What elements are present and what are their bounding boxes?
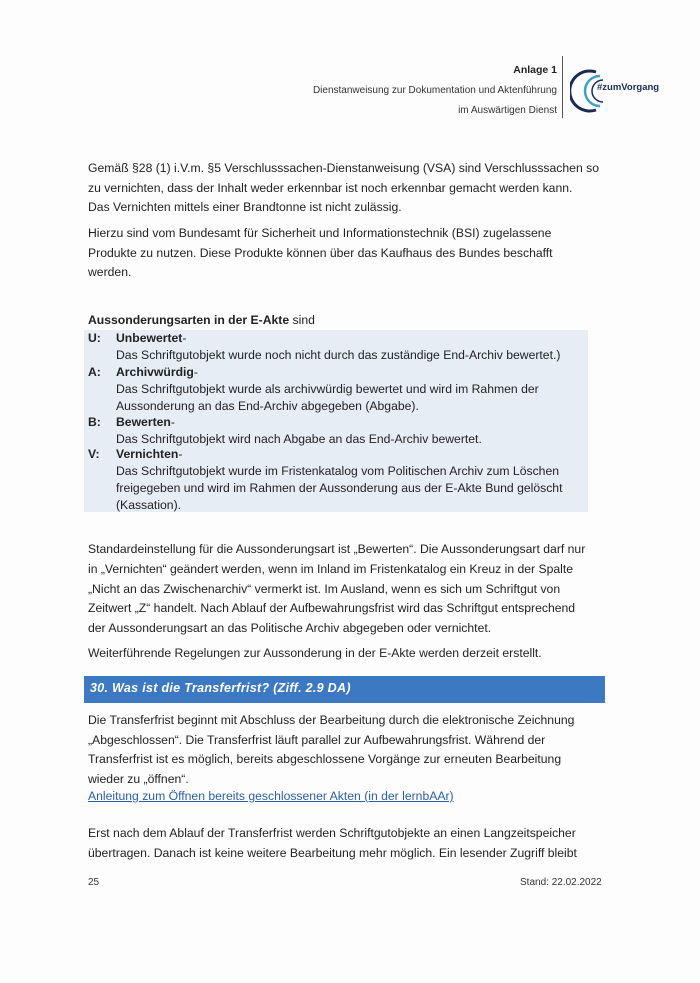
text-line: Die Transferfrist beginnt mit Abschluss der Bearbeitung durch die elektronische Zeichnung (88, 713, 575, 727)
text-line: Zeitwert „Z“ handelt. Nach Ablauf der Aufbewahrungsfrist wird das Schriftgut entsprechend (88, 601, 576, 616)
text-line: Das Schriftgutobjekt wurde als archivwürdig bewertet und wird im Rahmen der (116, 382, 539, 396)
separation-key-b: B: (88, 415, 101, 429)
paragraph-3 (88, 540, 608, 639)
paragraph-1 (88, 159, 608, 218)
text-line: freigegeben und wird im Rahmen der Aussonderung aus der E-Akte Bund gelöscht (116, 481, 563, 496)
text-line: Gemäß §28 (1) i.V.m. §5 Verschlusssachen-Dienstanweisung (VSA) sind Verschlusssachen so (88, 161, 599, 175)
logo-text: #zumVorgang (597, 82, 660, 93)
text-line: Das Schriftgutobjekt wurde im Fristenkatalog vom Politischen Archiv zum Löschen (116, 464, 560, 478)
term-label: Archivwürdig (116, 365, 194, 379)
text-line: Das Schriftgutobjekt wurde noch nicht durch das zuständige End-Archiv bewertet.) (116, 348, 561, 362)
separation-title (88, 311, 315, 331)
section-heading: 30. Was ist die Transferfrist? (Ziff. 2.9 DA) (90, 681, 351, 695)
separation-key-v: V: (88, 447, 100, 461)
term-label: Vernichten (116, 447, 179, 461)
separation-term-a (116, 364, 198, 381)
text-line: Aussonderung an das End-Archiv abgegeben (Abgabe). (116, 399, 419, 414)
separation-key-u: U: (88, 331, 101, 345)
text-line: Das Vernichten mittels einer Brandtonne ist nicht zulässig. (88, 200, 402, 214)
term-label: Bewerten (116, 415, 171, 429)
separation-title-bold: Aussonderungsarten in der E-Akte (88, 313, 290, 327)
text-line: Produkte zu nutzen. Diese Produkte können über das Kaufhaus des Bundes beschafft (88, 245, 553, 260)
text-line: übertragen. Danach ist keine weitere Bearbeitung mehr möglich. Ein lesender Zugriff bleibt (88, 845, 577, 860)
text-line: „Abgeschlossen“. Die Transferfrist läuft parallel zur Aufbewahrungsfrist. Während der (88, 732, 546, 747)
separation-desc-a (116, 381, 596, 415)
separation-term-b (116, 414, 175, 431)
text-line: Standardeinstellung für die Aussonderungsart ist „Bewerten“. Die Aussonderungsart darf nur (88, 542, 586, 556)
annex-label: Anlage 1 (513, 64, 557, 76)
guide-link[interactable]: Anleitung zum Öffnen bereits geschlossener Akten (in der lernbAAr) (88, 789, 454, 803)
text-line: Transferfrist ist es möglich, bereits abgeschlossene Vorgänge zur erneuten Bearbeitung (88, 752, 562, 766)
header-divider (562, 56, 563, 118)
page-number: 25 (88, 877, 100, 888)
text-line: werden. (88, 265, 132, 279)
separation-term-v (116, 446, 182, 463)
text-line: wieder zu „öffnen“. (88, 771, 189, 786)
header-text (313, 60, 557, 122)
separation-desc-v (116, 463, 596, 515)
term-dash: - (182, 331, 187, 345)
text-line: (Kassation). (116, 498, 182, 513)
paragraph-5 (88, 711, 608, 789)
text-line: Erst nach dem Ablauf der Transferfrist werden Schriftgutobjekte an einen Langzeitspeicher (88, 826, 576, 840)
separation-desc-b (116, 431, 596, 448)
footer-date: Stand: 22.02.2022 (520, 877, 602, 888)
text-line: Hierzu sind vom Bundesamt für Sicherheit und Informationstechnik (BSI) zugelassene (88, 226, 552, 240)
text-line: „Nicht an das Zwischenarchiv“ vermerkt ist. Im Ausland, wenn es sich um Schriftgut von (88, 581, 561, 596)
paragraph-6 (88, 824, 608, 863)
separation-desc-u (116, 347, 596, 364)
paragraph-4: Weiterführende Regelungen zur Aussonderung in der E-Akte werden derzeit erstellt. (88, 646, 542, 660)
doc-title-line2: im Auswärtigen Dienst (458, 105, 557, 116)
text-line: in „Vernichten“ geändert werden, wenn im Inland im Fristenkatalog ein Kreuz in der Spalte (88, 561, 574, 576)
separation-key-a: A: (88, 365, 101, 379)
term-dash: - (193, 365, 198, 379)
separation-term-u (116, 330, 186, 347)
paragraph-2 (88, 224, 608, 283)
doc-title-line1: Dienstanweisung zur Dokumentation und Aktenführung (312, 84, 557, 96)
text-line: der Aussonderungsart an das Politische Archiv abgegeben oder vernichtet. (88, 621, 492, 636)
term-dash: - (170, 415, 175, 429)
text-line: Das Schriftgutobjekt wird nach Abgabe an das End-Archiv bewertet. (116, 432, 482, 446)
term-dash: - (178, 447, 183, 461)
text-line: zu vernichten, dass der Inhalt weder erkennbar ist noch erkennbar gemacht werden kann. (88, 180, 573, 195)
term-label: Unbewertet (116, 331, 183, 345)
separation-title-rest: sind (289, 313, 315, 327)
